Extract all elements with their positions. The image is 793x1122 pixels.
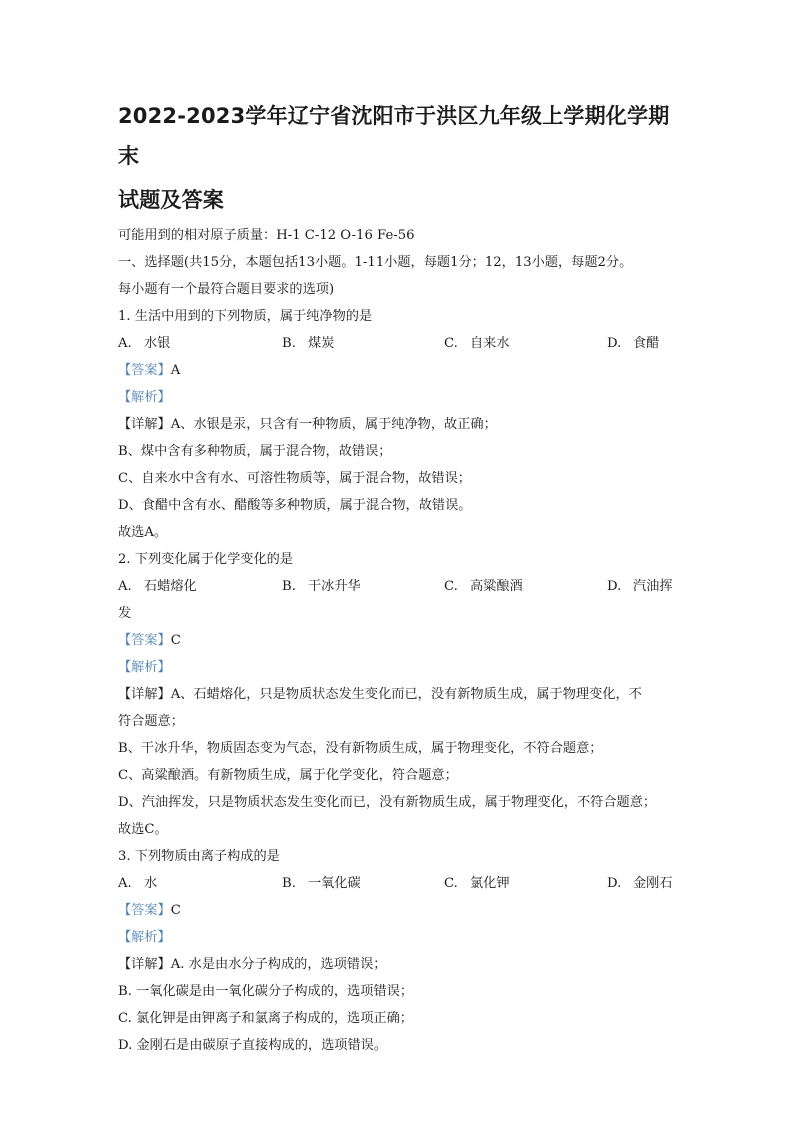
option-c: C. 高粱酿酒 xyxy=(444,579,523,594)
option-c: C. 氯化钾 xyxy=(444,876,510,891)
question-3 xyxy=(118,843,678,1059)
detail-line: D. 金刚石是由碳原子直接构成的，选项错误。 xyxy=(118,1038,388,1053)
document-title xyxy=(118,96,678,220)
option-c: C. 自来水 xyxy=(444,336,510,351)
detail-tag: 【详解】 xyxy=(118,417,171,432)
analysis-tag: 【解析】 xyxy=(118,930,171,945)
detail-line: D、食醋中含有水、醋酸等多种物质，属于混合物，故错误。 xyxy=(118,498,472,513)
detail-line: 故选C。 xyxy=(118,822,168,837)
detail-line: B、煤中含有多种物质，属于混合物，故错误； xyxy=(118,444,392,459)
options-row xyxy=(118,573,678,600)
title-line-2: 试题及答案 xyxy=(118,188,224,212)
answer-value: C xyxy=(170,903,181,918)
detail-line: 故选A。 xyxy=(118,525,168,540)
options-row xyxy=(118,330,678,357)
question-stem: 1. 生活中用到的下列物质，属于纯净物的是 xyxy=(118,309,373,324)
detail-line: C、自来水中含有水、可溶性物质等，属于混合物，故错误； xyxy=(118,471,471,486)
detail-line: 【详解】A、水银是汞，只含有一种物质，属于纯净物，故正确； xyxy=(118,417,497,432)
answer-line xyxy=(118,627,678,654)
answer-value: C xyxy=(170,633,181,648)
answer-value: A xyxy=(170,363,181,378)
options-row xyxy=(118,870,678,897)
option-d: D. 汽油挥 xyxy=(607,579,673,594)
option-overflow: 发 xyxy=(118,606,132,621)
option-b: B. 干冰升华 xyxy=(282,579,361,594)
question-stem: 2. 下列变化属于化学变化的是 xyxy=(118,552,294,567)
question-1 xyxy=(118,303,678,546)
section-heading-line-1: 一、选择题(共15分，本题包括13小题。1-11小题，每题1分；12，13小题，每题2分。 xyxy=(118,255,633,270)
detail-tag: 【详解】 xyxy=(118,687,171,702)
option-a: A. 石蜡熔化 xyxy=(118,579,197,594)
detail-line: C. 氯化钾是由钾离子和氯离子构成的，选项正确； xyxy=(118,1011,413,1026)
option-b: B. 煤炭 xyxy=(282,336,335,351)
atomic-masses: 可能用到的相对原子质量：H-1 C-12 O-16 Fe-56 xyxy=(118,228,415,243)
detail-line: C、高粱酿酒。有新物质生成，属于化学变化，符合题意； xyxy=(118,768,458,783)
option-d: D. 食醋 xyxy=(607,336,660,351)
section-heading-line-2: 每小题有一个最符合题目要求的选项) xyxy=(118,282,335,297)
question-stem: 3. 下列物质由离子构成的是 xyxy=(118,849,280,864)
answer-line xyxy=(118,897,678,924)
analysis-tag: 【解析】 xyxy=(118,660,171,675)
detail-line: 符合题意； xyxy=(118,714,184,729)
detail-line: B. 一氧化碳是由一氧化碳分子构成的，选项错误； xyxy=(118,984,414,999)
detail-line: B、干冰升华，物质固态变为气态，没有新物质生成，属于物理变化，不符合题意； xyxy=(118,741,603,756)
title-line-1: 2022-2023学年辽宁省沈阳市于洪区九年级上学期化学期末 xyxy=(118,104,670,168)
question-2 xyxy=(118,546,678,843)
analysis-tag: 【解析】 xyxy=(118,390,171,405)
exam-page xyxy=(118,96,678,1059)
option-a: A. 水银 xyxy=(118,336,171,351)
detail-line: 【详解】A、石蜡熔化，只是物质状态发生变化而已，没有新物质生成，属于物理变化，不 xyxy=(118,687,642,702)
answer-tag: 【答案】 xyxy=(118,633,171,648)
answer-line xyxy=(118,357,678,384)
option-a: A. 水 xyxy=(118,876,158,891)
detail-line: D、汽油挥发，只是物质状态发生变化而已，没有新物质生成，属于物理变化，不符合题意； xyxy=(118,795,657,810)
option-d: D. 金刚石 xyxy=(607,876,673,891)
detail-line: 【详解】A. 水是由水分子构成的，选项错误； xyxy=(118,957,387,972)
option-b: B. 一氧化碳 xyxy=(282,876,361,891)
detail-tag: 【详解】 xyxy=(118,957,171,972)
answer-tag: 【答案】 xyxy=(118,903,171,918)
answer-tag: 【答案】 xyxy=(118,363,171,378)
